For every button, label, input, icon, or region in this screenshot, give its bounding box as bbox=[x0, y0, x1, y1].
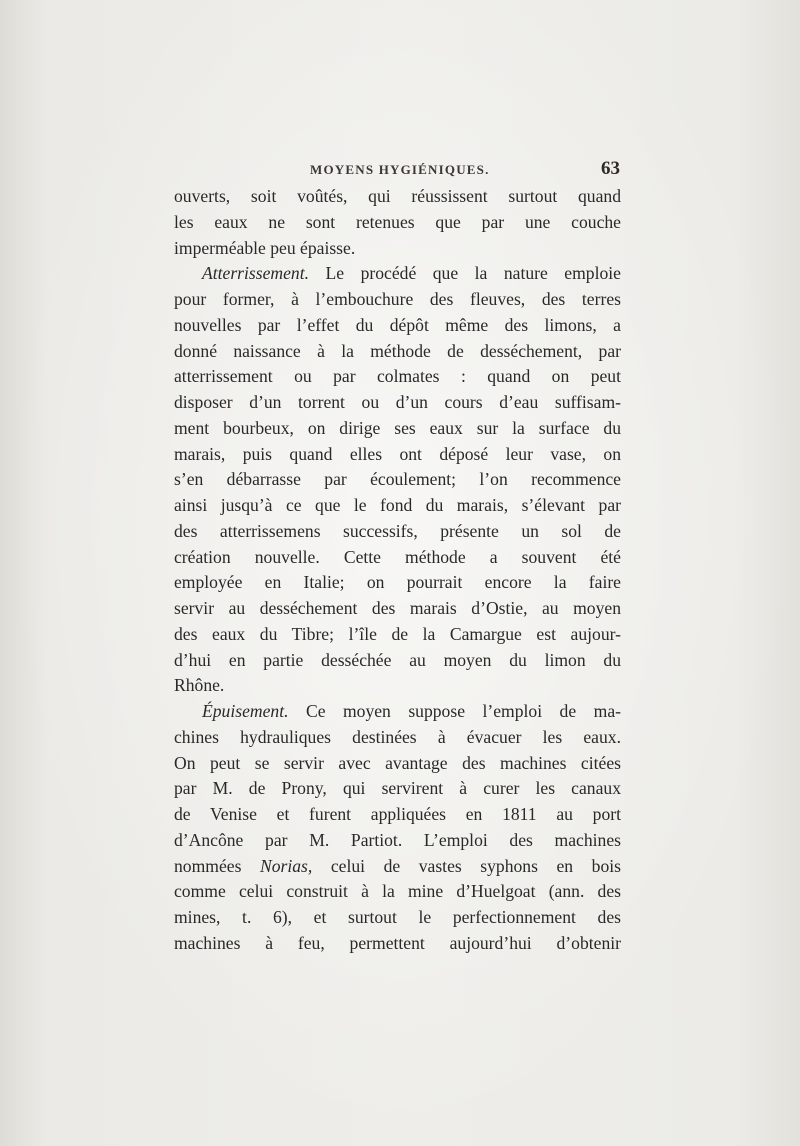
body-text bbox=[174, 184, 621, 957]
text-line: par M. de Prony, qui servirent à curer les canaux bbox=[174, 778, 621, 799]
text-line-fragment: celui de vastes syphons en bois bbox=[330, 855, 621, 876]
text-line-norias bbox=[174, 854, 621, 880]
text-line: employée en Italie; on pourrait encore la faire bbox=[174, 572, 621, 593]
text-line: marais, puis quand elles ont déposé leur vase, on bbox=[174, 443, 621, 464]
running-head: MOYENS HYGIÉNIQUES. bbox=[310, 162, 490, 177]
text-line: imperméable peu épaisse. bbox=[174, 237, 356, 258]
text-line: ment bourbeux, on dirige ses eaux sur la surface du bbox=[174, 417, 621, 438]
text-line-fragment: Le procédé que la nature emploie bbox=[325, 263, 621, 284]
section-heading-epuisement: Épuisement. bbox=[202, 701, 289, 721]
text-line: pour former, à l’embouchure des fleuves, des terres bbox=[174, 289, 621, 309]
text-line: On peut se servir avec avantage des machines citées bbox=[174, 752, 621, 773]
text-line: des atterrissemens successifs, présente un sol de bbox=[174, 520, 621, 541]
paragraph-start-epuisement bbox=[174, 699, 621, 725]
text-line: de Venise et furent appliquées en 1811 au port bbox=[174, 804, 621, 824]
italic-term: Norias, bbox=[259, 855, 313, 876]
text-line: ouverts, soit voûtés, qui réussissent surtout quand bbox=[174, 186, 621, 206]
text-line: servir au desséchement des marais d’Ostie, au moyen bbox=[174, 598, 621, 618]
text-line: nouvelles par l’effet du dépôt même des limons, a bbox=[174, 314, 621, 335]
text-line: création nouvelle. Cette méthode a souvent été bbox=[174, 546, 621, 567]
text-line: comme celui construit à la mine d’Huelgoat (ann. des bbox=[174, 881, 621, 902]
page-header bbox=[174, 158, 620, 184]
text-line: d’hui en partie desséchée au moyen du limon du bbox=[174, 649, 621, 670]
paragraph-start-atterrissement bbox=[174, 261, 621, 287]
text-line: donné naissance à la méthode de desséchement, par bbox=[174, 340, 621, 361]
text-line: Rhône. bbox=[174, 675, 225, 696]
text-line: d’Ancône par M. Partiot. L’emploi des machines bbox=[174, 829, 621, 850]
text-line: atterrissement ou par colmates : quand on peut bbox=[174, 366, 621, 387]
text-line: machines à feu, permettent aujourd’hui d’obtenir bbox=[174, 932, 621, 953]
text-line: mines, t. 6), et surtout le perfectionnement des bbox=[174, 907, 621, 927]
text-line: ainsi jusqu’à ce que le fond du marais, s’élevant par bbox=[174, 495, 621, 515]
section-heading-atterrissement: Atterrissement. bbox=[202, 263, 310, 284]
text-line: des eaux du Tibre; l’île de la Camargue est aujour- bbox=[174, 623, 621, 644]
text-line: les eaux ne sont retenues que par une couche bbox=[174, 211, 621, 232]
text-line: disposer d’un torrent ou d’un cours d’eau suffisam- bbox=[174, 392, 621, 412]
text-line: s’en débarrasse par écoulement; l’on recommence bbox=[174, 469, 621, 490]
text-line-fragment: nommées bbox=[174, 855, 242, 876]
page-number: 63 bbox=[601, 158, 620, 179]
text-line: chines hydrauliques destinées à évacuer les eaux. bbox=[174, 726, 621, 747]
text-line-fragment: Ce moyen suppose l’emploi de ma- bbox=[305, 701, 621, 721]
